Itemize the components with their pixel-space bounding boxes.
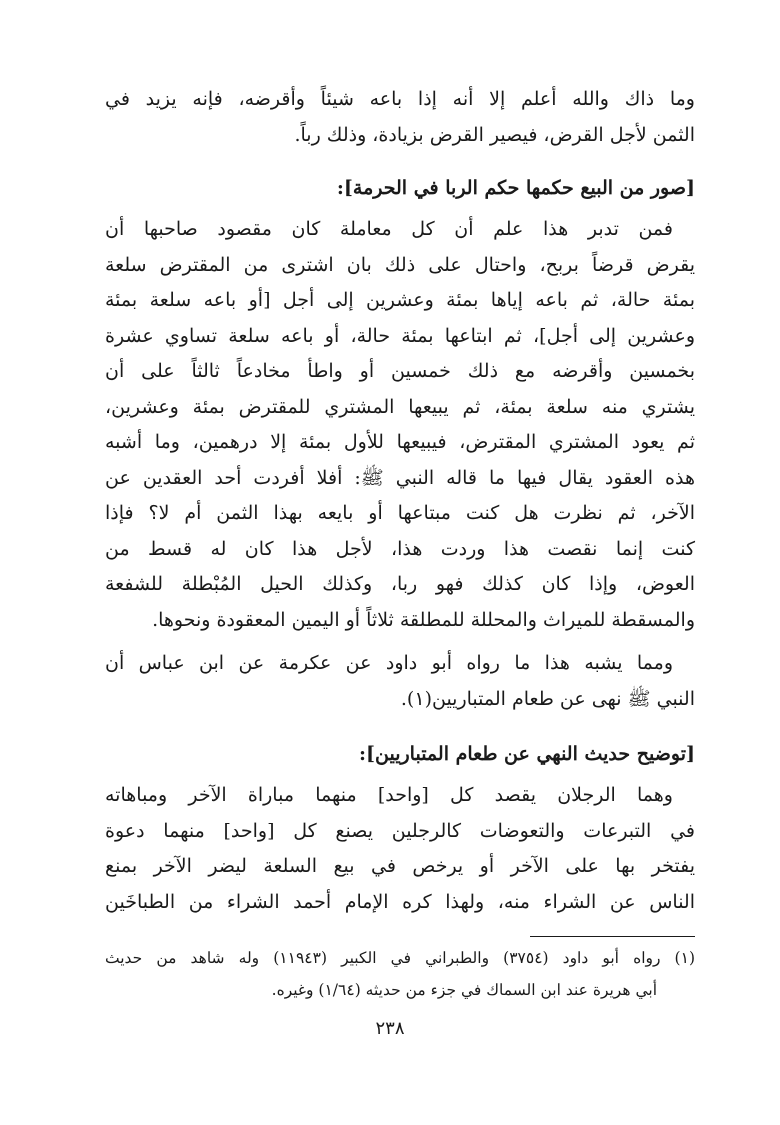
text-line: وعشرين إلى أجل]، ثم ابتاعها بمئة حالة، أو باعه سلعة تساوي عشرة xyxy=(105,324,695,347)
text-line: يشتري منه سلعة بمئة، ثم يبيعها المشتري للمقترض بمئة وعشرين، xyxy=(105,395,695,418)
text-line: العوض، وإذا كان كذلك فهو ربا، وكذلك الحيل المُبْطلة للشفعة xyxy=(105,573,695,595)
text-line: في التبرعات والتعوضات كالرجلين يصنع كل [واحد] منهما دعوة xyxy=(105,819,695,842)
text-line: فمن تدبر هذا علم أن كل معاملة كان مقصود صاحبها أن xyxy=(105,218,673,240)
text-line: هذه العقود يقال فيها ما قاله النبي ﷺ: أفلا أفردت أحد العقدين عن xyxy=(105,466,695,489)
page-body xyxy=(105,82,695,920)
section-heading-riba-sales: [صور من البيع حكمها حكم الربا في الحرمة]: xyxy=(336,177,695,199)
text-line: وهما الرجلان يقصد كل [واحد] منهما مباراة الآخر ومباهاته xyxy=(105,784,673,806)
page-number: ٢٣٨ xyxy=(375,1018,405,1039)
text-line: النبي ﷺ نهى عن طعام المتباريين(١). xyxy=(400,687,695,710)
paragraph-3 xyxy=(105,646,695,717)
text-line: ثم يعود المشتري المقترض، فيبيعها للأول بمئة إلا درهمين، وما أشبه xyxy=(105,431,695,453)
text-line: وما ذاك والله أعلم إلا أنه إذا باعه شيئاً وأقرضه، فإنه يزيد في xyxy=(105,88,695,110)
text-line: الناس عن الشراء منه، ولهذا كره الإمام أحمد الشراء من الطباخَين xyxy=(105,890,695,913)
text-line: الثمن لأجل القرض، فيصير القرض بزيادة، وذلك رباً. xyxy=(294,123,695,146)
footnote xyxy=(105,942,695,1006)
text-line: يقرض قرضاً بربح، واحتال على ذلك بان اشترى من المقترض سلعة xyxy=(105,253,695,276)
section-heading-mutabariyin: [توضيح حديث النهي عن طعام المتباريين]: xyxy=(359,743,695,765)
footnote-line: (١) رواه أبو داود (٣٧٥٤) والطبراني في الكبير (١١٩٤٣) وله شاهد من حديث xyxy=(105,949,695,967)
text-line: والمسقطة للميراث والمحللة للمطلقة ثلاثاً أو اليمين المعقودة ونحوها. xyxy=(152,608,695,631)
text-line: بخمسين وأقرضه مع ذلك خمسين أو واطأ مخادعاً ثالثاً على أن xyxy=(105,360,695,382)
text-line: يفتخر بها على الآخر أو يرخص في بيع السلعة ليضر الآخر بمنع xyxy=(105,855,695,877)
paragraph-4 xyxy=(105,778,695,920)
text-line: ومما يشبه هذا ما رواه أبو داود عن عكرمة عن ابن عباس أن xyxy=(105,652,673,674)
text-line: بمئة حالة، ثم باعه إياها بمئة وعشرين إلى أجل [أو باعه سلعة بمئة xyxy=(105,289,695,311)
paragraph-1 xyxy=(105,82,695,153)
footnote-divider xyxy=(530,936,695,937)
paragraph-2 xyxy=(105,212,695,638)
text-line: كنت إنما نقصت هذا وردت هذا، لأجل هذا كان له قسط من xyxy=(105,537,695,560)
footnote-line: أبي هريرة عند ابن السماك في جزء من حديثه (١/٦٤) وغيره. xyxy=(271,981,657,999)
text-line: الآخر، ثم نظرت هل كنت مبتاعها أو بايعه بهذا الثمن أم لا؟ فإذا xyxy=(105,502,695,524)
